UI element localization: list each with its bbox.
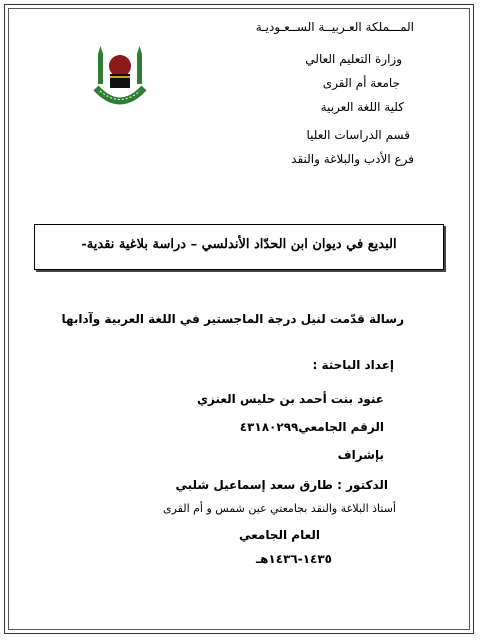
academic-year: ١٤٣٥-١٤٣٦هـ — [256, 552, 332, 566]
header-university: جامعة أم القرى — [322, 76, 400, 90]
academic-year-label: العام الجامعي — [239, 528, 320, 542]
umm-al-qura-university-seal-icon — [92, 44, 148, 110]
student-id: الرقم الجامعي٤٣١٨٠٢٩٩ — [239, 420, 384, 434]
supervisor-title: أستاذ البلاغة والنقد بجامعتي عين شمس و أم القرى — [162, 502, 396, 515]
header-college: كلية اللغة العربية — [320, 100, 404, 114]
supervision-label: بإشراف — [337, 448, 384, 462]
header-branch: فرع الأدب والبلاغة والنقد — [291, 152, 414, 166]
preparer-label: إعداد الباحثة : — [312, 358, 394, 372]
header-ministry: وزارة التعليم العالي — [305, 52, 402, 66]
thesis-title-box — [34, 224, 444, 270]
supervisor-name: الدكتور : طارق سعد إسماعيل شلبي — [175, 478, 388, 492]
thesis-statement: رسالة قدّمت لنيل درجة الماجستير في اللغة العربية وآدابها — [61, 312, 404, 326]
header-department: قسم الدراسات العليا — [306, 128, 410, 142]
header-country: المـــملكة العـربيــة الســعـوديـة — [255, 20, 414, 34]
author-name: عنود بنت أحمد بن حليس العنزي — [197, 392, 384, 406]
thesis-title: البديع في ديوان ابن الحدّاد الأندلسي – دراسة بلاغية نقدية- — [81, 237, 397, 252]
